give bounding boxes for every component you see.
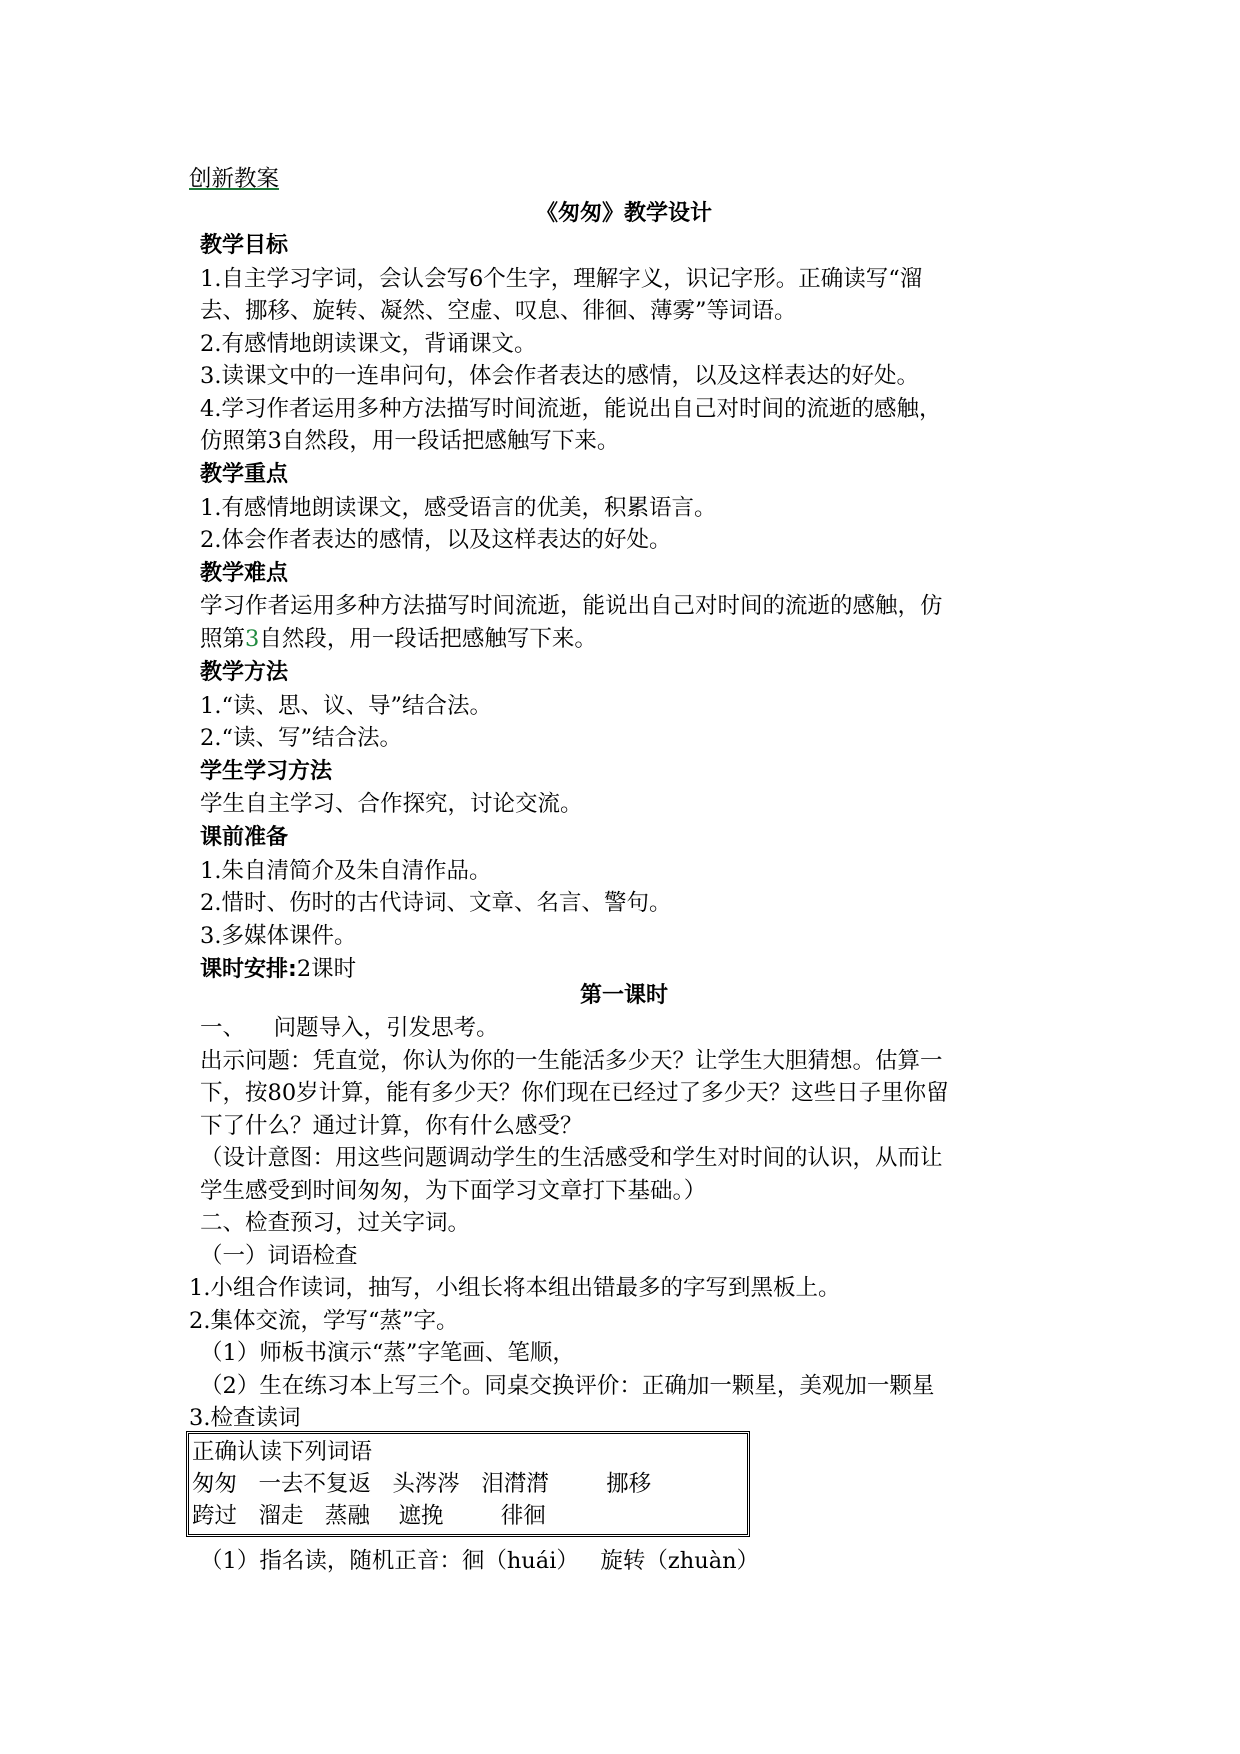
difficult-text: 照第 xyxy=(200,626,246,652)
student-method: 学生自主学习、合作探究，讨论交流。 xyxy=(200,791,583,817)
goal-line: 2.有感情地朗读课文，背诵课文。 xyxy=(200,331,537,357)
prep-line: 1.朱自清简介及朱自清作品。 xyxy=(200,858,492,884)
document-title: 《匆匆》教学设计 xyxy=(535,201,712,226)
prep-line: 3.多媒体课件。 xyxy=(200,923,357,949)
word-table-title: 正确认读下列词语 xyxy=(192,1439,373,1465)
key-heading: 教学重点 xyxy=(200,462,289,487)
schedule-label: 课时安排: xyxy=(200,957,297,982)
prep-heading: 课前准备 xyxy=(200,825,289,850)
lesson-title: 第一课时 xyxy=(579,983,668,1008)
key-point: 2.体会作者表达的感情，以及这样表达的好处。 xyxy=(200,527,672,553)
last-line: （1）指名读，随机正音：徊（huái） 旋转（zhuàn） xyxy=(200,1548,760,1574)
difficult-heading: 教学难点 xyxy=(200,561,289,586)
word-table-row: 匆匆 一去不复返 头涔涔 泪潸潸 挪移 xyxy=(192,1471,652,1497)
paragraph-number: 3 xyxy=(245,626,260,652)
body-line: 出示问题：凭直觉，你认为你的一生能活多少天？让学生大胆猜想。估算一 xyxy=(200,1048,943,1074)
goal-line: 仿照第3自然段，用一段话把感触写下来。 xyxy=(200,428,620,454)
difficult-text: 自然段，用一段话把感触写下来。 xyxy=(259,626,597,652)
difficult-line xyxy=(200,623,597,655)
body-line: 下，按80岁计算，能有多少天？你们现在已经过了多少天？这些日子里你留 xyxy=(200,1080,949,1106)
prep-line: 2.惜时、伤时的古代诗词、文章、名言、警句。 xyxy=(200,890,672,916)
key-point: 1.有感情地朗读课文，感受语言的优美，积累语言。 xyxy=(200,495,717,521)
word-table xyxy=(186,1431,750,1537)
body-line: （一）词语检查 xyxy=(200,1243,358,1269)
method-heading: 教学方法 xyxy=(200,660,289,685)
method-line: 1.“读、思、议、导”结合法。 xyxy=(200,693,492,719)
body-line: 二、检查预习，过关字词。 xyxy=(200,1210,471,1236)
step-line: 2.集体交流，学写“蒸”字。 xyxy=(189,1308,459,1334)
student-heading: 学生学习方法 xyxy=(200,759,333,784)
goal-line: 4.学习作者运用多种方法描写时间流逝，能说出自己对时间的流逝的感触， xyxy=(200,396,942,422)
goal-line: 去、挪移、旋转、凝然、空虚、叹息、徘徊、薄雾”等词语。 xyxy=(200,298,797,324)
goal-line: 1.自主学习字词，会认会写6个生字，理解字义，识记字形。正确读写“溜 xyxy=(200,266,923,292)
header-link[interactable]: 创新教案 xyxy=(189,166,280,192)
step-line: 3.检查读词 xyxy=(189,1405,301,1431)
body-line: （设计意图：用这些问题调动学生的生活感受和学生对时间的认识，从而让 xyxy=(200,1145,943,1171)
difficult-line: 学习作者运用多种方法描写时间流逝，能说出自己对时间的流逝的感触，仿 xyxy=(200,593,943,619)
body-line: 学生感受到时间匆匆，为下面学习文章打下基础。） xyxy=(200,1178,707,1204)
body-line: 一、 问题导入，引发思考。 xyxy=(200,1015,499,1041)
schedule-value: 2课时 xyxy=(296,956,357,982)
goals-heading: 教学目标 xyxy=(200,233,289,258)
step-line: （1）师板书演示“蒸”字笔画、笔顺， xyxy=(200,1340,575,1366)
method-line: 2.“读、写”结合法。 xyxy=(200,725,402,751)
goal-line: 3.读课文中的一连串问句，体会作者表达的感情，以及这样表达的好处。 xyxy=(200,363,919,389)
step-line: （2）生在练习本上写三个。同桌交换评价：正确加一颗星，美观加一颗星 xyxy=(200,1373,935,1399)
body-line: 下了什么？通过计算，你有什么感受？ xyxy=(200,1113,583,1139)
word-table-row: 跨过 溜走 蒸融 遮挽 徘徊 xyxy=(192,1503,546,1529)
step-line: 1.小组合作读词，抽写，小组长将本组出错最多的字写到黑板上。 xyxy=(189,1275,841,1301)
